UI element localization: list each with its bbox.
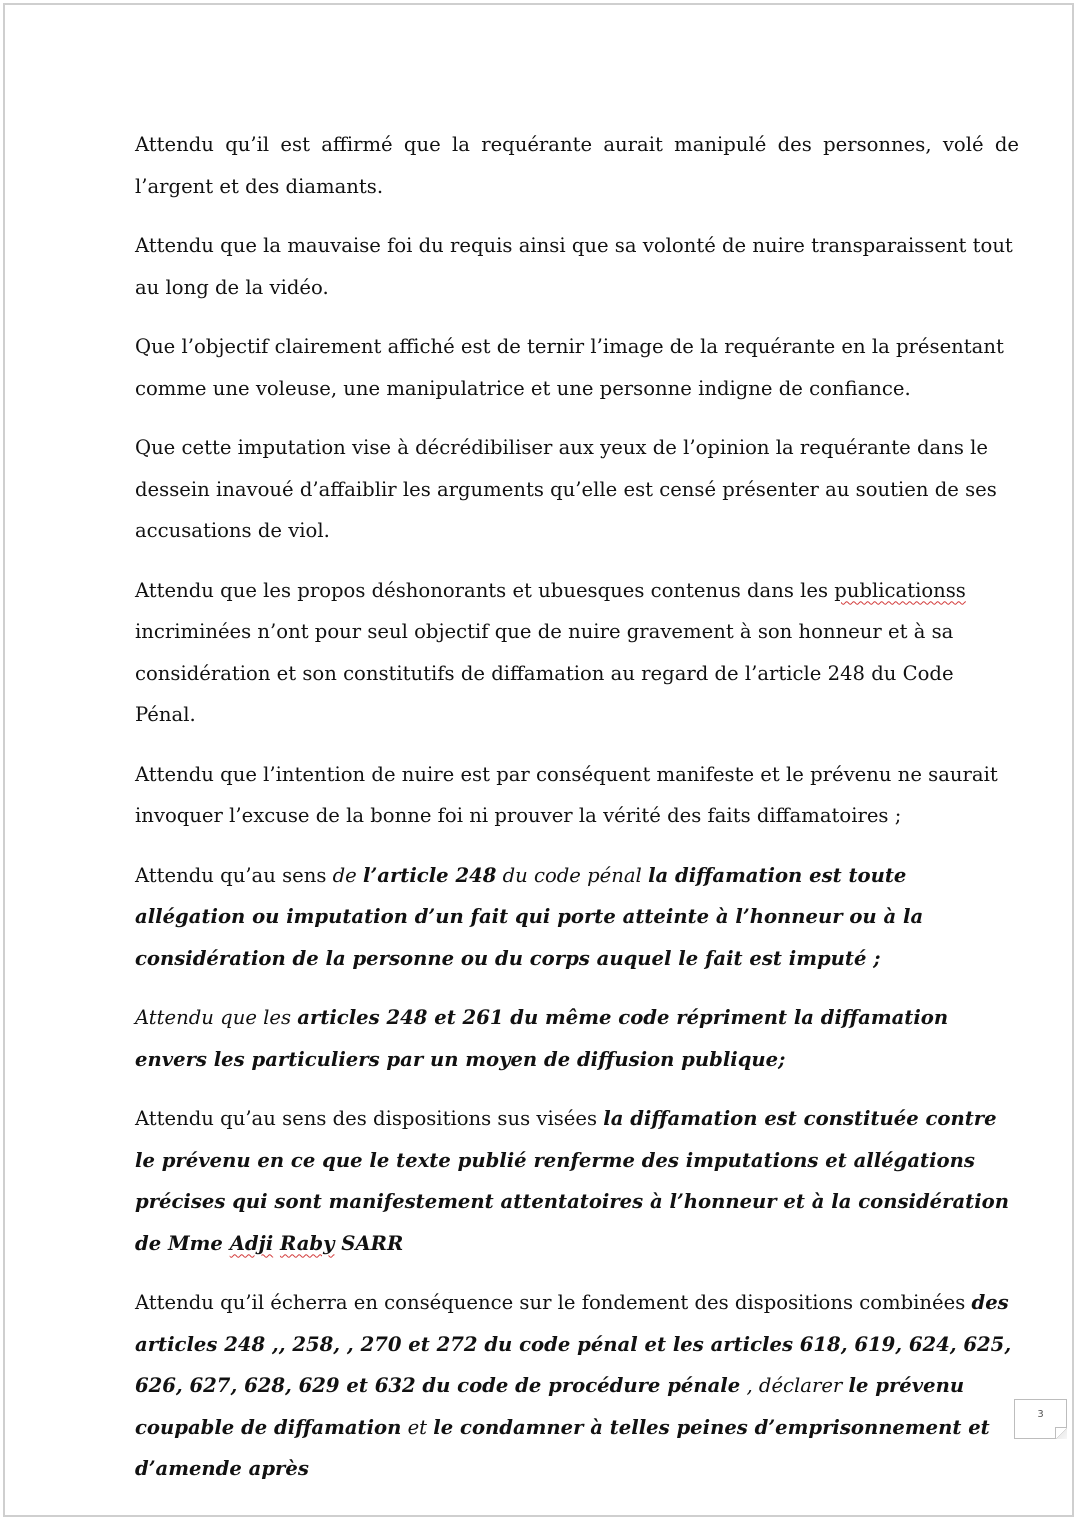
text-run: Attendu que l’intention de nuire est par conséquent manifeste et le prévenu ne saurait invoquer l’excuse de la bonne foi ni prouver la vérité des faits diffamatoires ; (135, 762, 998, 827)
text-run: Que l’objectif clairement affiché est de ternir l’image de la requérante en la présentant comme une voleuse, une manipulatrice et une personne indigne de confiance. (135, 335, 1004, 400)
paragraph-9 (135, 1098, 1019, 1264)
bold-italic-text-run: le condamner à telles peines d’emprisonnement et d’amende après (135, 1415, 990, 1480)
paragraph-10 (135, 1282, 1019, 1490)
page-curl-icon (1055, 1427, 1067, 1439)
paragraph-3 (135, 326, 1019, 409)
bold-italic-text-run: des articles 248 ,, 258, , 270 et 272 du code pénal et les articles 618, 619, 624, 625, 626, 627, 628, 629 et 632 du code de procédure pénale (135, 1291, 1012, 1397)
page-number-indicator (1014, 1399, 1067, 1439)
document-body (135, 124, 1019, 1508)
page-number: 3 (1037, 1409, 1044, 1420)
bold-italic-text-run: SARR (334, 1231, 404, 1255)
bold-italic-text-run (273, 1232, 280, 1255)
paragraph-6 (135, 754, 1019, 837)
bold-italic-text-run: la diffamation est constituée contre le prévenu en ce que le texte publié renferme des imputations et allégations précises qui sont manifestement attentatoires à l’honneur et à la considération de Mme (135, 1107, 1009, 1255)
paragraph-4 (135, 427, 1019, 552)
text-run: Attendu qu’il est affirmé que la requérante aurait manipulé des personnes, volé de l’argent et des diamants. (135, 133, 1019, 198)
paragraph-5 (135, 570, 1019, 736)
text-run: Attendu que les propos déshonorants et ubuesques contenus dans les (135, 578, 835, 602)
italic-text-run: de (332, 863, 364, 887)
text-run: Attendu qu’il écherra en conséquence sur le fondement des dispositions combinées (135, 1291, 972, 1314)
spelling-error-word[interactable]: Adji (229, 1231, 274, 1255)
spelling-error-word[interactable]: publicationss (834, 578, 966, 602)
text-run: Attendu qu’au sens (135, 863, 333, 887)
bold-italic-text-run: l’article 248 (363, 863, 497, 887)
italic-text-run: du code pénal (496, 863, 649, 887)
italic-text-run: et (401, 1415, 434, 1439)
paragraph-1 (135, 124, 1019, 207)
text-run: Que cette imputation vise à décrédibiliser aux yeux de l’opinion la requérante dans le dessein inavoué d’affaiblir les arguments qu’elle est censé présenter au soutien de ses accusations de viol. (135, 436, 997, 542)
bold-italic-text-run: le prévenu coupable de diffamation (135, 1374, 965, 1439)
spelling-error-word[interactable]: Raby (279, 1231, 335, 1255)
text-run: Attendu que la mauvaise foi du requis ainsi que sa volonté de nuire transparaissent tout au long de la vidéo. (135, 234, 1013, 299)
paragraph-8 (135, 997, 1019, 1080)
paragraph-2 (135, 225, 1019, 308)
text-run: incriminées n’ont pour seul objectif que de nuire gravement à son honneur et à sa considération et son constitutifs de diffamation au regard de l’article 248 du Code Pénal. (135, 620, 954, 726)
italic-text-run: , déclarer (740, 1374, 849, 1397)
text-run: Attendu qu’au sens des dispositions sus visées (135, 1107, 604, 1130)
paragraph-7 (135, 855, 1019, 980)
bold-italic-text-run: la diffamation est toute allégation ou imputation d’un fait qui porte atteinte à l’honneur ou à la considération de la personne ou du corps auquel le fait est imputé ; (135, 863, 924, 970)
italic-text-run: Attendu que les (135, 1006, 298, 1029)
document-page (3, 3, 1074, 1517)
bold-italic-text-run: articles 248 et 261 du même code répriment la diffamation envers les particuliers par un moyen de diffusion publique; (135, 1006, 949, 1071)
